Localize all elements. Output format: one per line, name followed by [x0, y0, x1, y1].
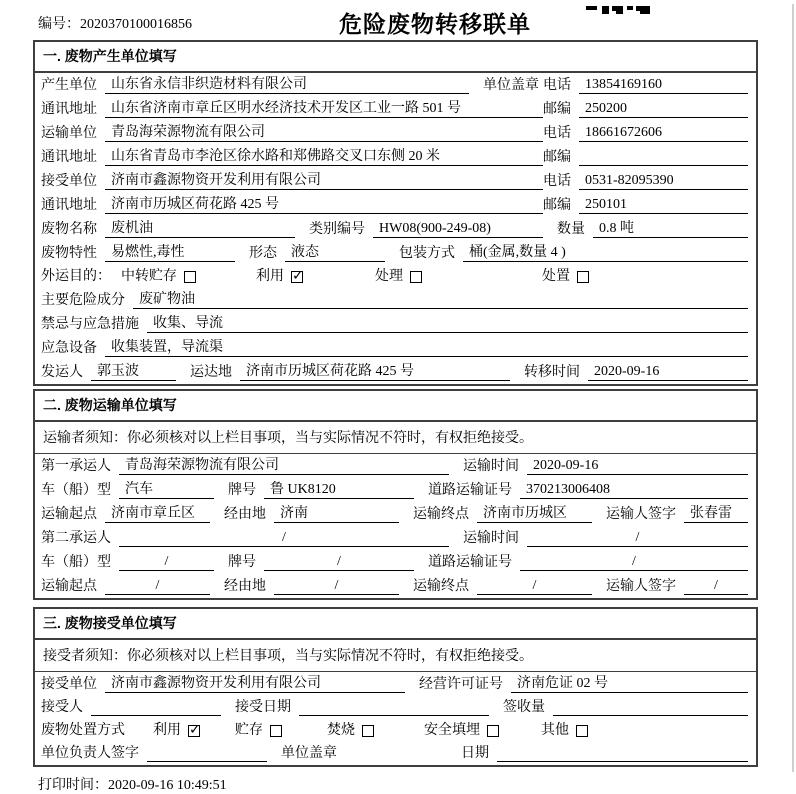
document-header [0, 4, 796, 40]
plate2-label: 牌号 [228, 555, 256, 570]
option-transfer-storage [121, 268, 196, 285]
zip1-label: 邮编 [543, 102, 571, 117]
plate1-value: 鲁 UK8120 [264, 481, 414, 499]
row-transporter-address [35, 145, 756, 169]
section-transporter [33, 389, 758, 600]
row-waste-name [35, 217, 756, 241]
addr1-label: 通讯地址 [41, 102, 97, 117]
row-producer-address [35, 97, 756, 121]
zip3-label: 邮编 [543, 198, 571, 213]
disposal-option-utilize [153, 722, 200, 739]
license1-label: 道路运输证号 [428, 483, 512, 498]
disposal-label: 废物处置方式 [41, 723, 125, 738]
row-purpose [35, 265, 756, 288]
taboo-label: 禁忌与应急措施 [41, 317, 139, 332]
quantity-value: 0.8 吨 [593, 220, 748, 238]
date2-value [497, 745, 748, 762]
receive-date-label: 接受日期 [235, 700, 291, 715]
checkbox-disposal-utilize[interactable] [188, 725, 200, 737]
option-dispose [542, 268, 589, 285]
destination-value: 济南市历城区荷花路 425 号 [240, 363, 510, 381]
end2-value: / [477, 577, 592, 595]
disposal-utilize-label: 利用 [153, 723, 181, 738]
section-transporter-title: 二. 废物运输单位填写 [35, 391, 756, 422]
row-hazard [35, 288, 756, 312]
hazard-value: 废矿物油 [133, 291, 748, 309]
phone1-label: 电话 [543, 78, 571, 93]
license2-value: / [520, 553, 748, 571]
doc-number-label: 编号： [38, 17, 80, 32]
carrier2-label: 第二承运人 [41, 531, 111, 546]
origin1-label: 运输起点 [41, 507, 97, 522]
print-time-label: 打印时间： [38, 778, 108, 793]
quantity-label: 数量 [557, 222, 585, 237]
carrier1-label: 第一承运人 [41, 459, 111, 474]
addr2-label: 通讯地址 [41, 150, 97, 165]
vehicle2-value: / [119, 553, 214, 571]
vehicle2-label: 车（船）型 [41, 555, 111, 570]
phone2-value: 18661672606 [579, 124, 748, 142]
zip2-value [579, 149, 748, 166]
phone3-value: 0531-82095390 [579, 172, 748, 190]
section-receiver [33, 607, 758, 767]
license2-label: 道路运输证号 [428, 555, 512, 570]
disposal-option-incinerate [327, 722, 374, 739]
transporter-label: 运输单位 [41, 126, 97, 141]
plate2-value: / [264, 553, 414, 571]
qr-code-fragment [586, 4, 652, 20]
origin2-label: 运输起点 [41, 579, 97, 594]
equipment-value: 收集装置，导流渠 [105, 339, 748, 357]
phone1-value: 13854169160 [579, 76, 748, 94]
disposal-option-other [541, 722, 588, 739]
receive-amount-label: 签收量 [503, 700, 545, 715]
manifest-form [33, 40, 758, 767]
row-receive-person [35, 696, 756, 719]
checkbox-disposal-store[interactable] [270, 725, 282, 737]
equipment-label: 应急设备 [41, 341, 97, 356]
date2-label: 日期 [461, 746, 489, 761]
row-disposal [35, 719, 756, 742]
disposal-incinerate-label: 焚烧 [327, 723, 355, 738]
row-carrier1 [35, 454, 756, 478]
receive-date-value [299, 699, 489, 716]
time1-value: 2020-09-16 [527, 457, 748, 475]
receive-person-label: 接受人 [41, 700, 83, 715]
addr3-label: 通讯地址 [41, 198, 97, 213]
row-carrier2 [35, 526, 756, 550]
addr1-value: 山东省济南市章丘区明水经济技术开发区工业一路 501 号 [105, 100, 543, 118]
origin1-value: 济南市章丘区 [105, 505, 210, 523]
purpose-label: 外运目的： [41, 269, 111, 284]
transporter-value: 青岛海荣源物流有限公司 [105, 124, 543, 142]
section-receiver-title: 三. 废物接受单位填写 [35, 609, 756, 640]
option-treat-label: 处理 [375, 269, 403, 284]
head-sign-value [147, 745, 267, 762]
unit-seal-label: 单位盖章 [483, 78, 539, 93]
zip1-value: 250200 [579, 100, 748, 118]
head-sign-label: 单位负责人签字 [41, 746, 139, 761]
form-label: 形态 [249, 246, 277, 261]
option-dispose-label: 处置 [542, 269, 570, 284]
row-shipper [35, 360, 756, 384]
end2-label: 运输终点 [413, 579, 469, 594]
character-label: 废物特性 [41, 246, 97, 261]
checkbox-treat[interactable] [410, 271, 422, 283]
row-route2 [35, 574, 756, 598]
vehicle1-value: 汽车 [119, 481, 214, 499]
row-producer [35, 73, 756, 97]
sign1-label: 运输人签字 [606, 507, 676, 522]
destination-label: 运达地 [190, 365, 232, 380]
via1-label: 经由地 [224, 507, 266, 522]
end1-label: 运输终点 [413, 507, 469, 522]
license1-value: 370213006408 [520, 481, 748, 499]
origin2-value: / [105, 577, 210, 595]
end1-value: 济南市历城区 [477, 505, 592, 523]
disposal-option-store [235, 722, 282, 739]
zip2-label: 邮编 [543, 150, 571, 165]
page-title: 危险废物转移联单 [339, 11, 531, 37]
row-vehicle1 [35, 478, 756, 502]
phone3-label: 电话 [543, 174, 571, 189]
time2-label: 运输时间 [463, 531, 519, 546]
carrier2-value: / [119, 529, 449, 547]
receiver-notice: 接受者须知：你必须核对以上栏目事项，当与实际情况不符时，有权拒绝接受。 [35, 640, 756, 672]
row-receiver-address [35, 193, 756, 217]
carrier1-value: 青岛海荣源物流有限公司 [119, 457, 449, 475]
taboo-value: 收集、导流 [147, 315, 748, 333]
row-waste-character [35, 241, 756, 265]
print-time-value: 2020-09-16 10:49:51 [108, 778, 227, 793]
disposal-option-landfill [424, 722, 499, 739]
checkbox-utilize[interactable] [291, 271, 303, 283]
print-time [38, 774, 796, 794]
row-taboo [35, 312, 756, 336]
option-transfer-storage-label: 中转贮存 [121, 269, 177, 284]
category-value: HW08(900-249-08) [373, 220, 543, 238]
row-receive-unit [35, 672, 756, 696]
page-right-edge [792, 4, 794, 772]
addr2-value: 山东省青岛市李沧区徐水路和郑佛路交叉口东侧 20 米 [105, 148, 543, 166]
row-receiver [35, 169, 756, 193]
disposal-store-label: 贮存 [235, 723, 263, 738]
sign1-value: 张春雷 [684, 505, 748, 523]
checkbox-disposal-incinerate[interactable] [362, 725, 374, 737]
checkbox-disposal-landfill[interactable] [487, 725, 499, 737]
sign2-label: 运输人签字 [606, 579, 676, 594]
receive-unit-label: 接受单位 [41, 677, 97, 692]
permit-label: 经营许可证号 [419, 677, 503, 692]
disposal-other-label: 其他 [541, 723, 569, 738]
transfer-time-value: 2020-09-16 [588, 363, 748, 381]
row-vehicle2 [35, 550, 756, 574]
via1-value: 济南 [274, 505, 399, 523]
time2-value: / [527, 529, 748, 547]
plate1-label: 牌号 [228, 483, 256, 498]
receiver-label: 接受单位 [41, 174, 97, 189]
receive-amount-value [553, 699, 748, 716]
packing-label: 包装方式 [399, 246, 455, 261]
shipper-value: 郭玉波 [91, 363, 176, 381]
producer-label: 产生单位 [41, 78, 97, 93]
doc-number-value: 2020370100016856 [80, 17, 192, 32]
checkbox-transfer-storage[interactable] [184, 271, 196, 283]
checkbox-disposal-other[interactable] [576, 725, 588, 737]
shipper-label: 发运人 [41, 365, 83, 380]
transfer-time-label: 转移时间 [524, 365, 580, 380]
waste-name-label: 废物名称 [41, 222, 97, 237]
addr3-value: 济南市历城区荷花路 425 号 [105, 196, 543, 214]
producer-value: 山东省永信非织造材料有限公司 [105, 76, 469, 94]
section-producer [33, 40, 758, 386]
phone2-label: 电话 [543, 126, 571, 141]
vehicle1-label: 车（船）型 [41, 483, 111, 498]
disposal-landfill-label: 安全填埋 [424, 723, 480, 738]
receive-unit-value: 济南市鑫源物资开发利用有限公司 [105, 675, 405, 693]
row-equipment [35, 336, 756, 360]
packing-value: 桶(金属,数量 4 ) [463, 244, 748, 262]
row-route1 [35, 502, 756, 526]
transporter-notice: 运输者须知：你必须核对以上栏目事项，当与实际情况不符时，有权拒绝接受。 [35, 422, 756, 454]
sign2-value: / [684, 577, 748, 595]
option-utilize [256, 268, 303, 285]
via2-value: / [274, 577, 399, 595]
option-treat [375, 268, 422, 285]
row-transporter [35, 121, 756, 145]
zip3-value: 250101 [579, 196, 748, 214]
receive-person-value [91, 699, 221, 716]
character-value: 易燃性,毒性 [105, 244, 235, 262]
form-value: 液态 [285, 244, 385, 262]
hazard-label: 主要危险成分 [41, 293, 125, 308]
via2-label: 经由地 [224, 579, 266, 594]
option-utilize-label: 利用 [256, 269, 284, 284]
row-head-sign [35, 742, 756, 765]
time1-label: 运输时间 [463, 459, 519, 474]
receiver-value: 济南市鑫源物资开发利用有限公司 [105, 172, 543, 190]
waste-name-value: 废机油 [105, 220, 295, 238]
permit-value: 济南危证 02 号 [511, 675, 748, 693]
section-producer-title: 一. 废物产生单位填写 [35, 42, 756, 73]
receiver-seal-label: 单位盖章 [281, 746, 337, 761]
checkbox-dispose[interactable] [577, 271, 589, 283]
category-label: 类别编号 [309, 222, 365, 237]
